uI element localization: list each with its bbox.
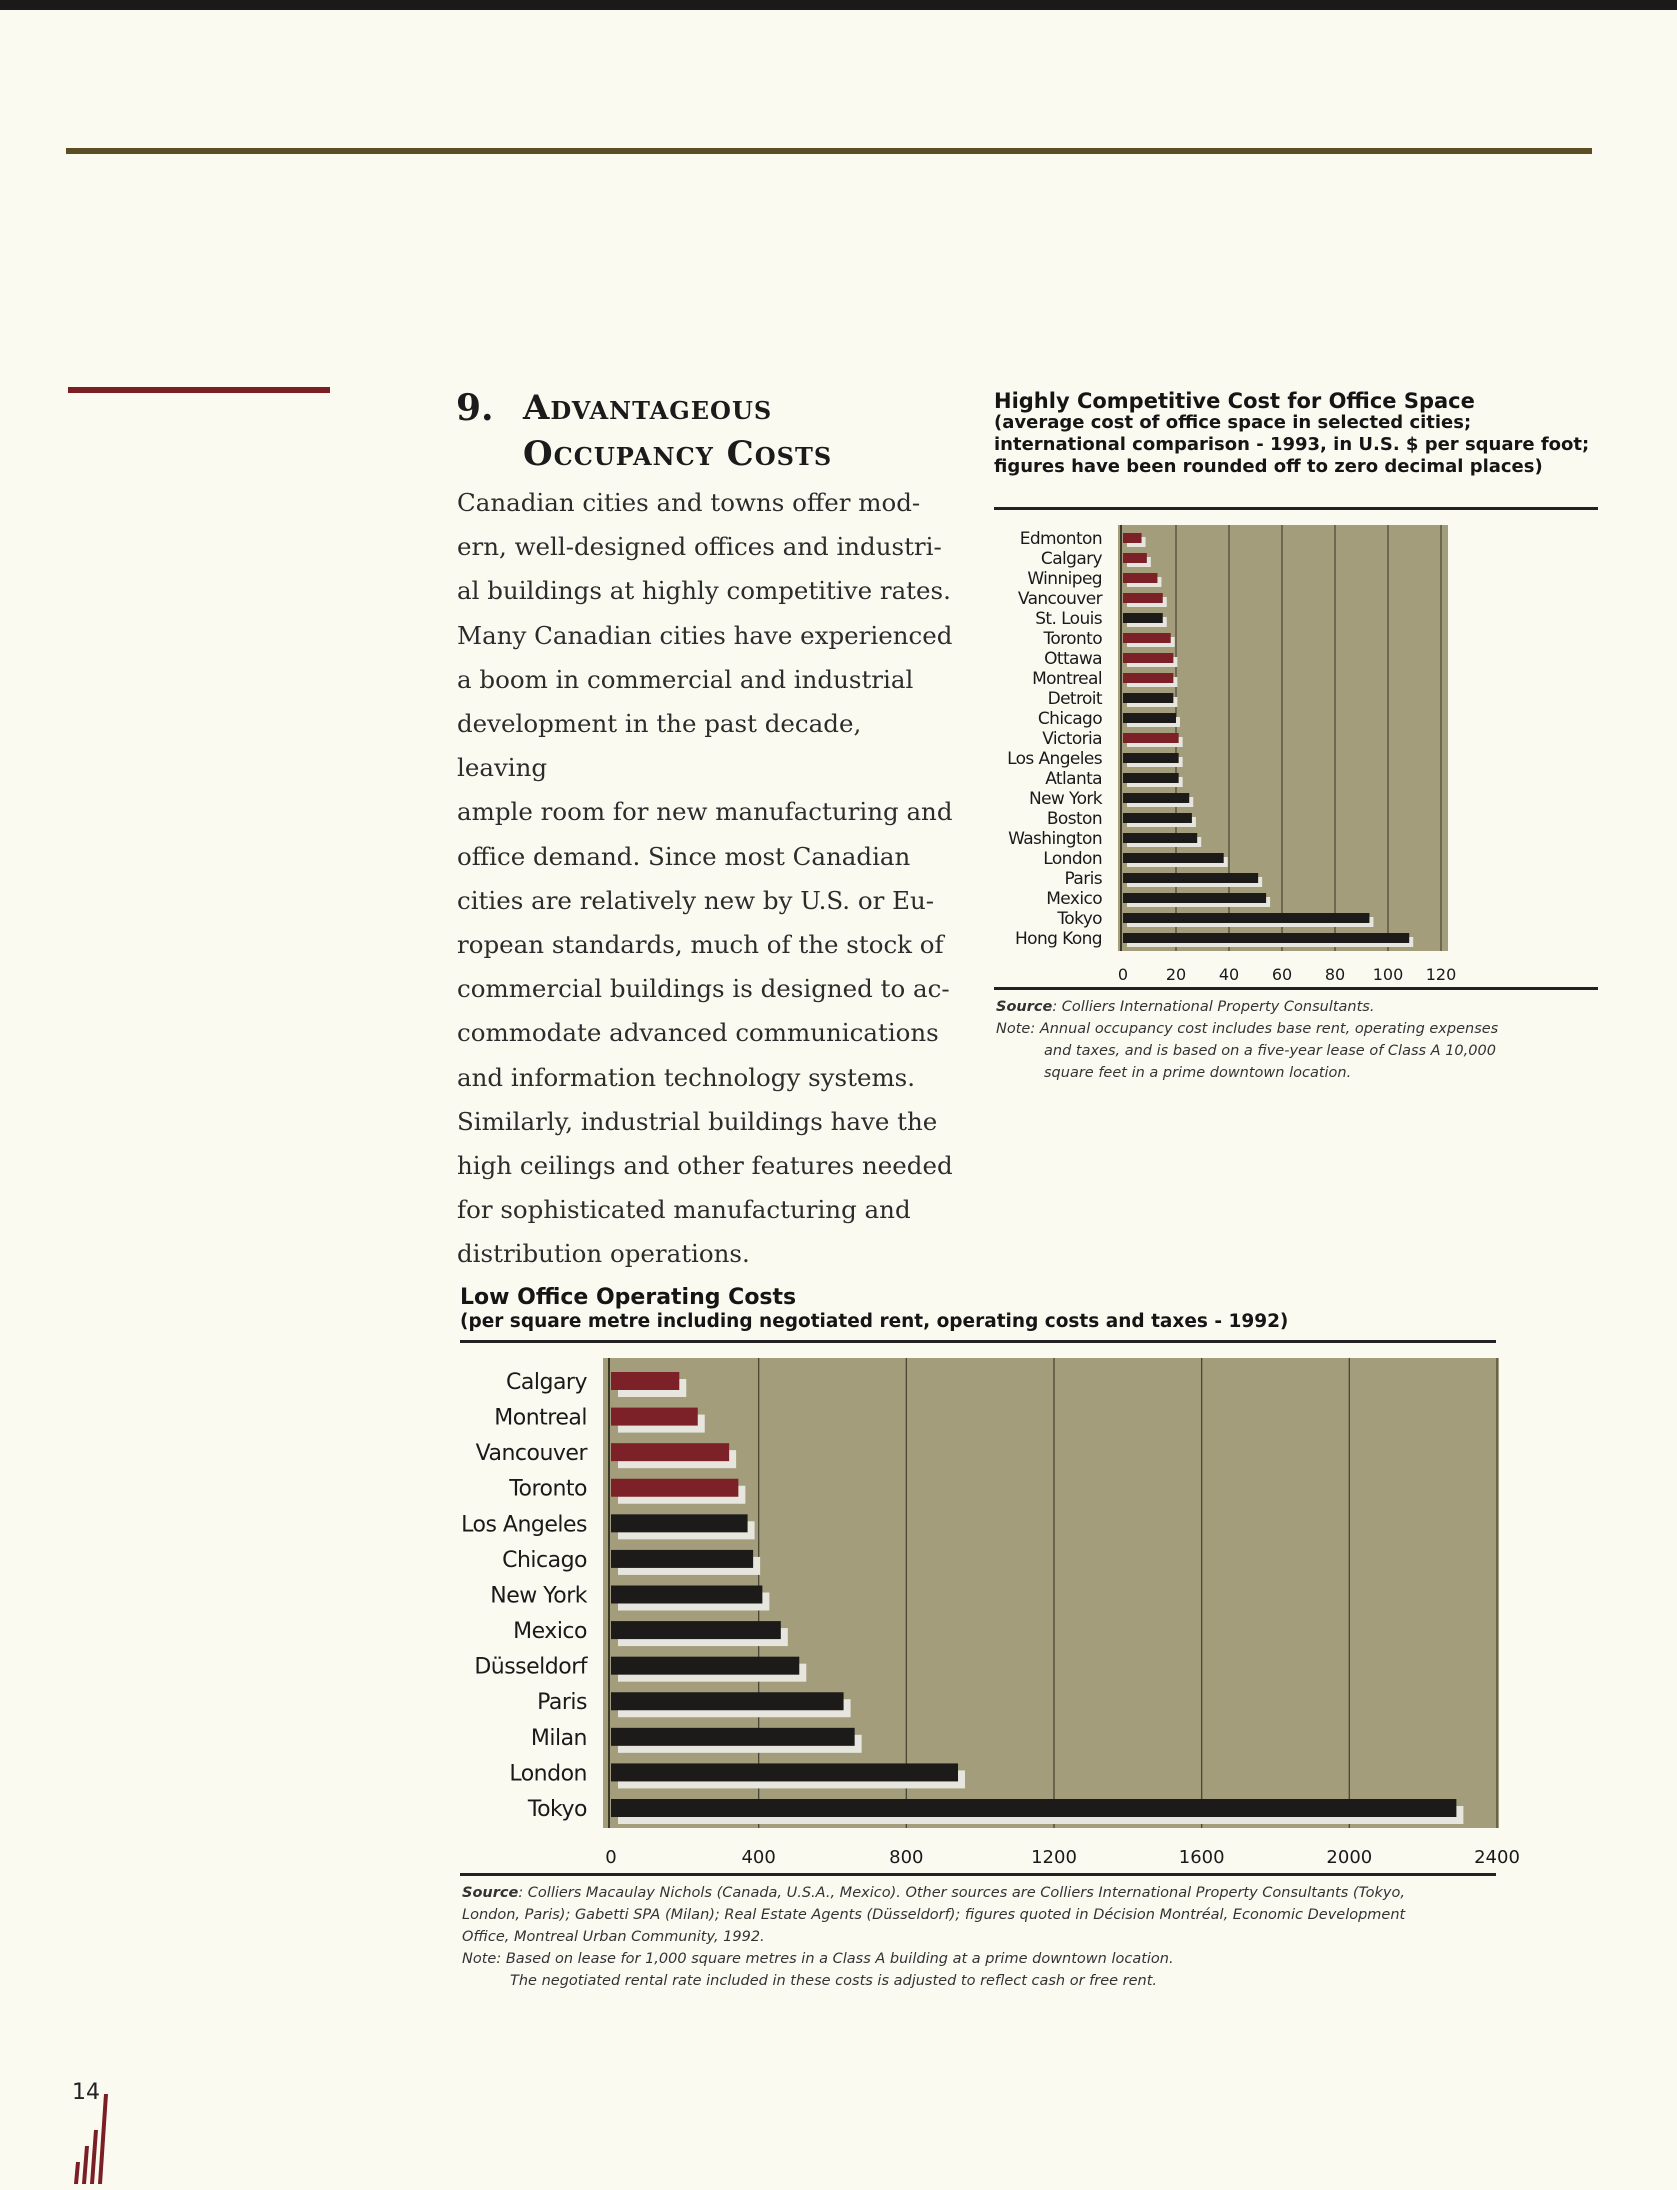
chart2-tick-label: 800 (889, 1847, 924, 1868)
chart2-category-label: Paris (537, 1690, 587, 1716)
chart2-bar (611, 1763, 958, 1781)
chart1-tick-label: 80 (1324, 965, 1346, 984)
chart1-bar (1123, 553, 1147, 563)
chart1-category-label: Mexico (1046, 889, 1102, 910)
chart2-source-label: Source (462, 1885, 519, 1901)
chart2-note-line1: : Based on lease for 1,000 square metres in a Class A building at a prime downtown location. (496, 1951, 1174, 1967)
chart1-tick-label: 100 (1372, 965, 1404, 984)
chart1-bar (1123, 833, 1197, 843)
chart1-category-label: Victoria (1042, 729, 1102, 750)
chart2-category-label: New York (490, 1583, 587, 1609)
chart2-category-label: Chicago (502, 1547, 587, 1573)
chart2-bar (611, 1728, 855, 1746)
chart2-bottom-rule (460, 1873, 1496, 1876)
chart2-bar (611, 1550, 753, 1568)
chart2-category-label: Vancouver (475, 1441, 587, 1467)
chart1-bar (1123, 913, 1369, 923)
chart1-category-label: Atlanta (1045, 769, 1102, 790)
chart1-category-label: St. Louis (1035, 609, 1102, 630)
chart1-bar (1123, 533, 1142, 543)
chart1-svg (960, 520, 1520, 985)
chart1-category-label: Toronto (1043, 629, 1102, 650)
chart1-bar (1123, 633, 1171, 643)
chart1-category-label: Chicago (1037, 709, 1102, 730)
chart2-tick-label: 0 (605, 1847, 617, 1868)
chart1-bar (1123, 693, 1173, 703)
chart2-bar (611, 1799, 1456, 1817)
chart1-category-label: Tokyo (1057, 909, 1102, 930)
chart2-bar (611, 1443, 729, 1461)
chart1-top-rule (994, 507, 1598, 510)
chart2-bar (611, 1657, 799, 1675)
chart2-source-line3: Office, Montreal Urban Community, 1992. (462, 1929, 765, 1945)
chart2-tick-label: 2000 (1326, 1847, 1373, 1868)
chart2-bar (611, 1514, 748, 1532)
chart1-category-label: Los Angeles (1007, 749, 1102, 770)
chart2-bar (611, 1586, 762, 1604)
chart1-bar (1123, 813, 1192, 823)
chart1-note-line3: square feet in a prime downtown location. (1044, 1065, 1352, 1081)
chart1-category-label: Calgary (1040, 549, 1102, 570)
chart1-tick-label: 120 (1425, 965, 1457, 984)
chart1-category-label: Montreal (1032, 669, 1102, 690)
chart2-bar (611, 1479, 738, 1497)
chart1-bar (1123, 593, 1163, 603)
chart2-bar (611, 1621, 781, 1639)
chart1-bar (1123, 573, 1157, 583)
chart1-category-label: Vancouver (1017, 589, 1102, 610)
chart1-bar (1123, 793, 1189, 803)
chart1-bar (1123, 893, 1266, 903)
chart2-source-line2: London, Paris); Gabetti SPA (Milan); Real Estate Agents (Düsseldorf); figures quoted in Décision Montréal, Economic Development (462, 1907, 1406, 1923)
chart1-tick-label: 0 (1117, 965, 1129, 984)
chart2-notes (462, 1882, 1502, 1992)
chart1-category-label: New York (1028, 789, 1102, 810)
chart1-bar (1123, 873, 1258, 883)
chart2-tick-label: 2400 (1474, 1847, 1520, 1868)
section-number: 9. (456, 387, 494, 429)
chart2-category-label: Los Angeles (461, 1512, 587, 1538)
chart1-bar (1123, 853, 1224, 863)
chart2-note-line2: The negotiated rental rate included in these costs is adjusted to reflect cash or free rent. (510, 1973, 1158, 1989)
chart1-subtitle: (average cost of office space in selected cities; international comparison - 1993, in U.S. $ per square foot; figures have been rounded off to zero decimal places) (994, 412, 1590, 477)
page-bars-logo (70, 2080, 130, 2190)
chart1-category-label: Winnipeg (1027, 569, 1102, 590)
chart1-category-label: London (1043, 849, 1102, 870)
chart2-category-label: Düsseldorf (474, 1654, 587, 1680)
chart1-category-label: Paris (1064, 869, 1102, 890)
chart2-subtitle: (per square metre including negotiated rent, operating costs and taxes - 1992) (460, 1311, 1289, 1332)
chart1-category-label: Hong Kong (1014, 929, 1102, 950)
chart1-tick-label: 20 (1165, 965, 1187, 984)
chart1-bar (1123, 733, 1179, 743)
chart1-note-line2: and taxes, and is based on a five-year lease of Class A 10,000 (1044, 1043, 1496, 1059)
chart1-bottom-rule (994, 987, 1598, 990)
section-accent-rule (68, 387, 330, 393)
chart2-bar (611, 1372, 679, 1390)
chart1-tick-label: 40 (1218, 965, 1240, 984)
chart2-note-label: Note (462, 1951, 497, 1967)
section-body-text: Canadian cities and towns offer mod- ern, well-designed offices and industri- al buildings at highly competitive rates. Many Canadian cities have experienced a boom in commercial and industrial development in the past decade, leaving ample room for new manufacturing and office demand. Since most Canadian cities are relatively new by U.S. or Eu- ropean standards, much of the stock of commercial buildings is designed to ac- commodate advanced communications and information technology systems. Similarly, industrial buildings have the high ceilings and other features needed for sophisticated manufacturing and distribution operations. (457, 488, 953, 1269)
chart2-category-label: Tokyo (527, 1796, 587, 1822)
chart1-note-label: Note (996, 1021, 1031, 1037)
chart1-source: : Colliers International Property Consultants. (1052, 999, 1375, 1015)
page-number: 14 (72, 2080, 100, 2105)
chart2-tick-label: 1600 (1178, 1847, 1225, 1868)
chart1-bar (1123, 673, 1173, 683)
chart2-tick-label: 1200 (1031, 1847, 1077, 1868)
chart2-category-label: Milan (530, 1725, 587, 1751)
header-rule (66, 148, 1592, 154)
chart1-tick-label: 60 (1271, 965, 1293, 984)
chart2-category-label: London (509, 1761, 587, 1787)
chart2-bar (611, 1692, 844, 1710)
chart2-category-label: Toronto (509, 1476, 587, 1502)
chart2-category-label: Montreal (494, 1405, 587, 1431)
chart1-category-label: Edmonton (1019, 529, 1102, 550)
chart1-bar (1123, 933, 1409, 943)
chart1-source-label: Source (996, 999, 1053, 1015)
chart1-category-label: Washington (1008, 829, 1102, 850)
chart2-category-label: Mexico (513, 1619, 587, 1645)
chart2-category-label: Calgary (506, 1369, 587, 1395)
chart1-title: Highly Competitive Cost for Office Space (994, 389, 1475, 413)
chart1-notes (996, 996, 1596, 1084)
chart1-bar (1123, 653, 1173, 663)
chart2-svg (440, 1350, 1520, 1870)
chart1-category-label: Ottawa (1044, 649, 1102, 670)
chart2-top-rule (460, 1340, 1496, 1343)
section-title-line1: Advantageous (523, 388, 773, 428)
chart1-note-line1: : Annual occupancy cost includes base rent, operating expenses (1030, 1021, 1499, 1037)
chart1-bar (1123, 713, 1176, 723)
section-title-line2: Occupancy Costs (523, 434, 833, 474)
top-border (0, 0, 1677, 10)
chart1-category-label: Boston (1046, 809, 1102, 830)
chart2-tick-label: 400 (741, 1847, 776, 1868)
chart2-bar (611, 1408, 698, 1426)
chart1-bar (1123, 773, 1179, 783)
chart1-category-label: Detroit (1047, 689, 1102, 710)
chart1-bar (1123, 613, 1163, 623)
chart1-bar (1123, 753, 1179, 763)
chart2-source: : Colliers Macaulay Nichols (Canada, U.S.A., Mexico). Other sources are Colliers International Property Consultants (Tokyo, (518, 1885, 1405, 1901)
chart2-title: Low Office Operating Costs (460, 1285, 797, 1310)
